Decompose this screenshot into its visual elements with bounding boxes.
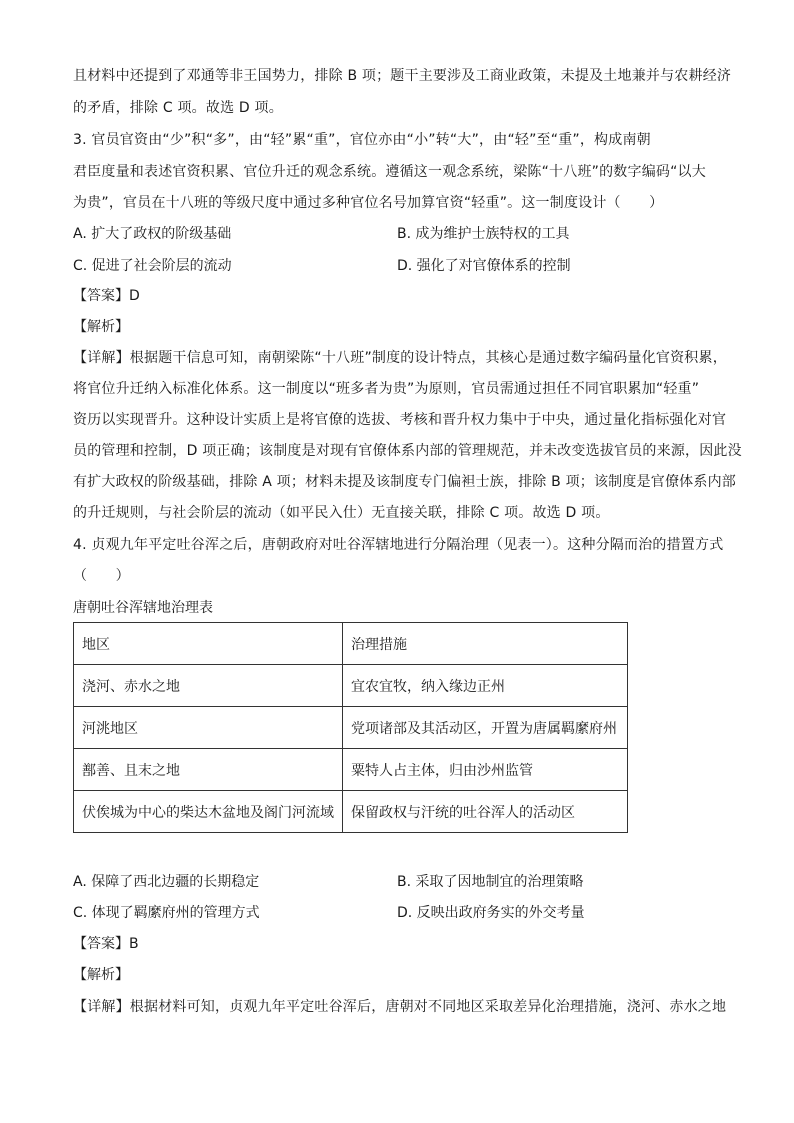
q4-analysis-label: 【解析】 <box>73 967 129 983</box>
q3-detail-line-5: 有扩大政权的阶级基础，排除 A 项；材料未提及该制度专门偏袒士族，排除 B 项；该制度是官僚体系内部 <box>73 474 736 490</box>
table-header-cell: 地区 <box>74 623 343 665</box>
q3-detail-line-6: 的升迁规则，与社会阶层的流动（如平民入仕）无直接关联，排除 C 项。故选 D 项。 <box>73 505 610 521</box>
table-cell: 宜农宜牧，纳入缘边正州 <box>343 665 628 707</box>
governance-table <box>73 622 628 833</box>
q3-detail-line-3: 资历以实现晋升。这种设计实质上是将官僚的选拔、考核和晋升权力集中于中央，通过量化指标强化对官 <box>73 412 727 428</box>
table-title: 唐朝吐谷浑辖地治理表 <box>73 600 213 616</box>
q4-option-c[interactable]: C. 体现了羁縻府州的管理方式 <box>73 905 260 921</box>
q3-answer: 【答案】D <box>73 288 140 304</box>
q3-option-c[interactable]: C. 促进了社会阶层的流动 <box>73 258 232 274</box>
q3-detail-line-2: 将官位升迁纳入标准化体系。这一制度以“班多者为贵”为原则，官员需通过担任不同官职累加“轻重” <box>73 381 700 397</box>
table-row <box>74 707 628 749</box>
intro-line-2: 的矛盾，排除 C 项。故选 D 项。 <box>73 100 283 116</box>
q3-detail-line-1: 【详解】根据题干信息可知，南朝梁陈“十八班”制度的设计特点，其核心是通过数字编码量化官资积累， <box>73 350 727 366</box>
q3-option-b[interactable]: B. 成为维护士族特权的工具 <box>397 226 570 242</box>
table-cell: 粟特人占主体，归由沙州监管 <box>343 749 628 791</box>
q3-stem-line-3: 为贵”，官员在十八班的等级尺度中通过多种官位名号加算官资“轻重”。这一制度设计（ ） <box>73 195 664 211</box>
q4-detail-line-1: 【详解】根据材料可知，贞观九年平定吐谷浑后，唐朝对不同地区采取差异化治理措施，浇河、赤水之地 <box>73 999 727 1015</box>
table-header-cell: 治理措施 <box>343 623 628 665</box>
table-row <box>74 665 628 707</box>
table-row <box>74 749 628 791</box>
q3-stem-line-2: 君臣度量和表述官资积累、官位升迁的观念系统。遵循这一观念系统，梁陈“十八班”的数字编码“以大 <box>73 164 706 180</box>
q4-stem-line-1: 4. 贞观九年平定吐谷浑之后，唐朝政府对吐谷浑辖地进行分隔治理（见表一）。这种分隔而治的措置方式 <box>73 537 724 553</box>
q4-answer: 【答案】B <box>73 936 139 952</box>
table-header-row <box>74 623 628 665</box>
q4-option-a[interactable]: A. 保障了西北边疆的长期稳定 <box>73 874 260 890</box>
q3-stem-line-1: 3. 官员官资由“少”积“多”，由“轻”累“重”，官位亦由“小”转“大”，由“轻”至“重”，构成南朝 <box>73 132 651 148</box>
table-cell: 伏俟城为中心的柴达木盆地及阁门河流域 <box>74 791 343 833</box>
q4-option-d[interactable]: D. 反映出政府务实的外交考量 <box>397 905 585 921</box>
table-row <box>74 791 628 833</box>
table-cell: 鄯善、且末之地 <box>74 749 343 791</box>
table-cell: 党项诸部及其活动区，开置为唐属羁縻府州 <box>343 707 628 749</box>
q3-analysis-label: 【解析】 <box>73 319 129 335</box>
q3-option-a[interactable]: A. 扩大了政权的阶级基础 <box>73 226 232 242</box>
intro-line-1: 且材料中还提到了邓通等非王国势力，排除 B 项；题干主要涉及工商业政策，未提及土地兼并与农耕经济 <box>73 68 732 84</box>
q4-option-b[interactable]: B. 采取了因地制宜的治理策略 <box>397 874 584 890</box>
table-cell: 保留政权与汗统的吐谷浑人的活动区 <box>343 791 628 833</box>
q4-stem-line-2: （ ） <box>73 568 130 584</box>
q3-option-d[interactable]: D. 强化了对官僚体系的控制 <box>397 258 571 274</box>
table-cell: 浇河、赤水之地 <box>74 665 343 707</box>
q3-detail-line-4: 员的管理和控制，D 项正确；该制度是对现有官僚体系内部的管理规范，并未改变选拔官员的来源，因此没 <box>73 443 742 459</box>
table-cell: 河洮地区 <box>74 707 343 749</box>
